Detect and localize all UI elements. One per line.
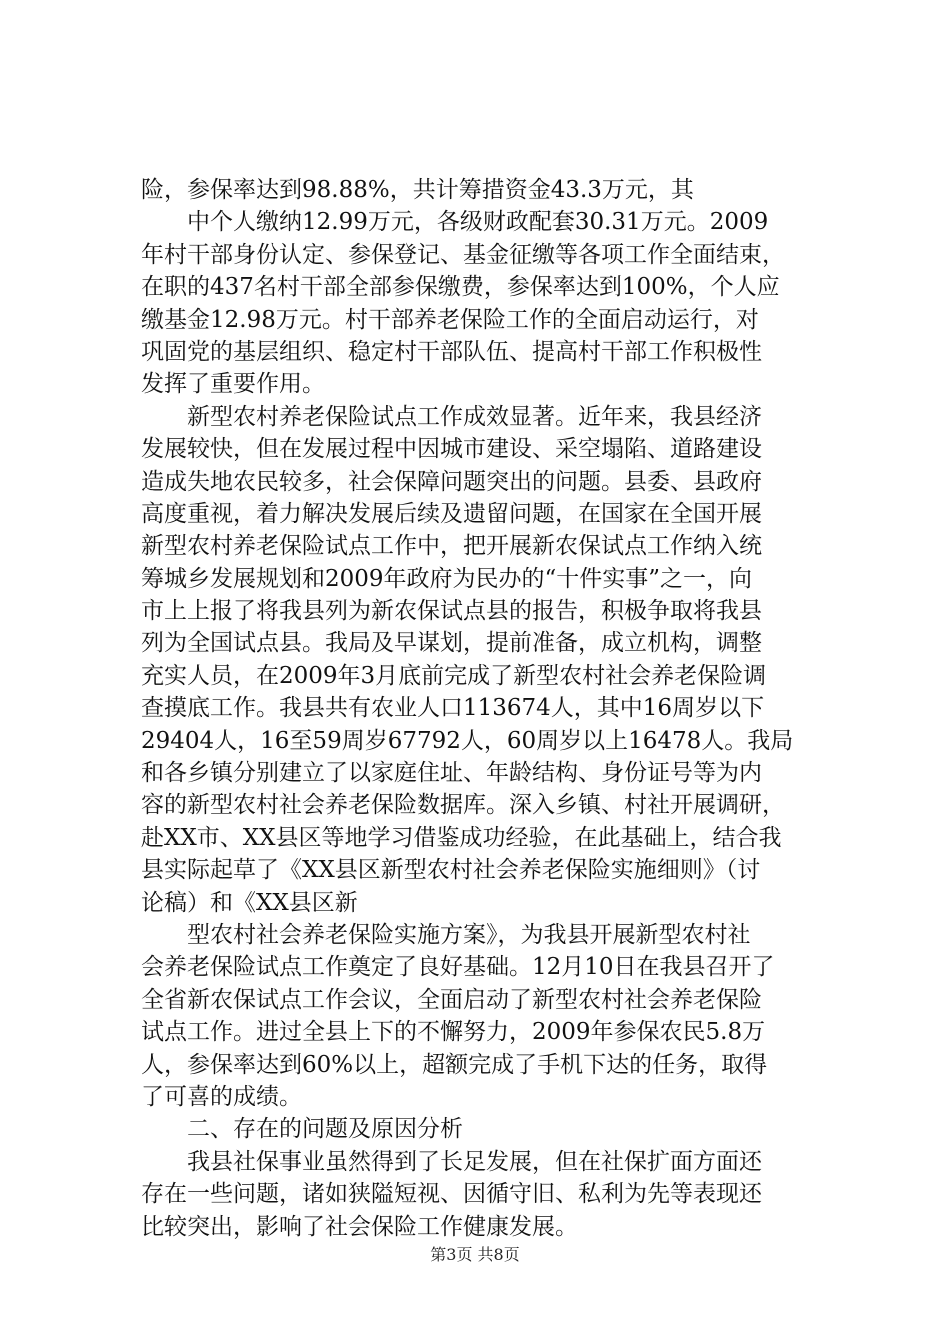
text-line: 造成失地农民较多，社会保障问题突出的问题。县委、县政府	[141, 468, 762, 495]
text-line: 充实人员，在2009年3月底前完成了新型农村社会养老保险调	[141, 662, 767, 689]
text-line: 和各乡镇分别建立了以家庭住址、年龄结构、身份证号等为内	[141, 760, 762, 787]
text-line: 发挥了重要作用。	[141, 371, 325, 398]
text-line: 29404人，16至59周岁67792人，60周岁以上16478人。我局	[141, 727, 794, 754]
text-line: 巩固党的基层组织、稳定村干部队伍、提高村干部工作积极性	[141, 338, 762, 365]
text-line: 列为全国试点县。我局及早谋划，提前准备，成立机构，调整	[141, 630, 762, 657]
text-line: 发展较快，但在发展过程中因城市建设、采空塌陷、道路建设	[141, 436, 762, 463]
text-line: 筹城乡发展规划和2009年政府为民办的“十件实事”之一，向	[141, 565, 753, 592]
document-body	[141, 174, 841, 1243]
text-line: 了可喜的成绩。	[141, 1083, 302, 1110]
text-line: 赴XX市、XX县区等地学习借鉴成功经验，在此基础上，结合我	[141, 824, 782, 851]
text-line: 县实际起草了《XX县区新型农村社会养老保险实施细则》（讨	[141, 857, 761, 884]
text-line: 论稿）和《XX县区新	[141, 889, 358, 916]
text-line: 中个人缴纳12.99万元，各级财政配套30.31万元。2009	[187, 209, 769, 236]
section-heading: 二、存在的问题及原因分析	[187, 1116, 463, 1143]
text-line: 险，参保率达到98.88%，共计筹措资金43.3万元，其	[141, 177, 694, 203]
text-line: 缴基金12.98万元。村干部养老保险工作的全面启动运行，对	[141, 306, 759, 333]
text-line: 在职的437名村干部全部参保缴费，参保率达到100%，个人应	[141, 274, 780, 301]
text-line: 容的新型农村社会养老保险数据库。深入乡镇、村社开展调研，	[141, 792, 785, 819]
text-line: 全省新农保试点工作会议，全面启动了新型农村社会养老保险	[141, 986, 762, 1013]
text-line: 人，参保率达到60%以上，超额完成了手机下达的任务，取得	[141, 1051, 768, 1078]
text-line: 新型农村养老保险试点工作成效显著。近年来，我县经济	[187, 403, 762, 430]
text-line: 型农村社会养老保险实施方案》，为我县开展新型农村社	[187, 921, 751, 948]
text-line: 高度重视，着力解决发展后续及遗留问题，在国家在全国开展	[141, 500, 762, 527]
text-line: 我县社保事业虽然得到了长足发展，但在社保扩面方面还	[187, 1148, 762, 1175]
text-line: 新型农村养老保险试点工作中，把开展新农保试点工作纳入统	[141, 533, 762, 560]
text-line: 年村干部身份认定、参保登记、基金征缴等各项工作全面结束，	[141, 241, 785, 268]
text-line: 比较突出，影响了社会保险工作健康发展。	[141, 1213, 578, 1240]
page-number-footer: 第3页 共8页	[430, 1245, 520, 1264]
text-line: 市上上报了将我县列为新农保试点县的报告，积极争取将我县	[141, 598, 762, 625]
text-line: 查摸底工作。我县共有农业人口113674人，其中16周岁以下	[141, 695, 765, 722]
text-line: 存在一些问题，诸如狭隘短视、因循守旧、私利为先等表现还	[141, 1181, 762, 1208]
text-line: 试点工作。进过全县上下的不懈努力，2009年参保农民5.8万	[141, 1019, 766, 1046]
text-line: 会养老保险试点工作奠定了良好基础。12月10日在我县召开了	[141, 954, 775, 981]
